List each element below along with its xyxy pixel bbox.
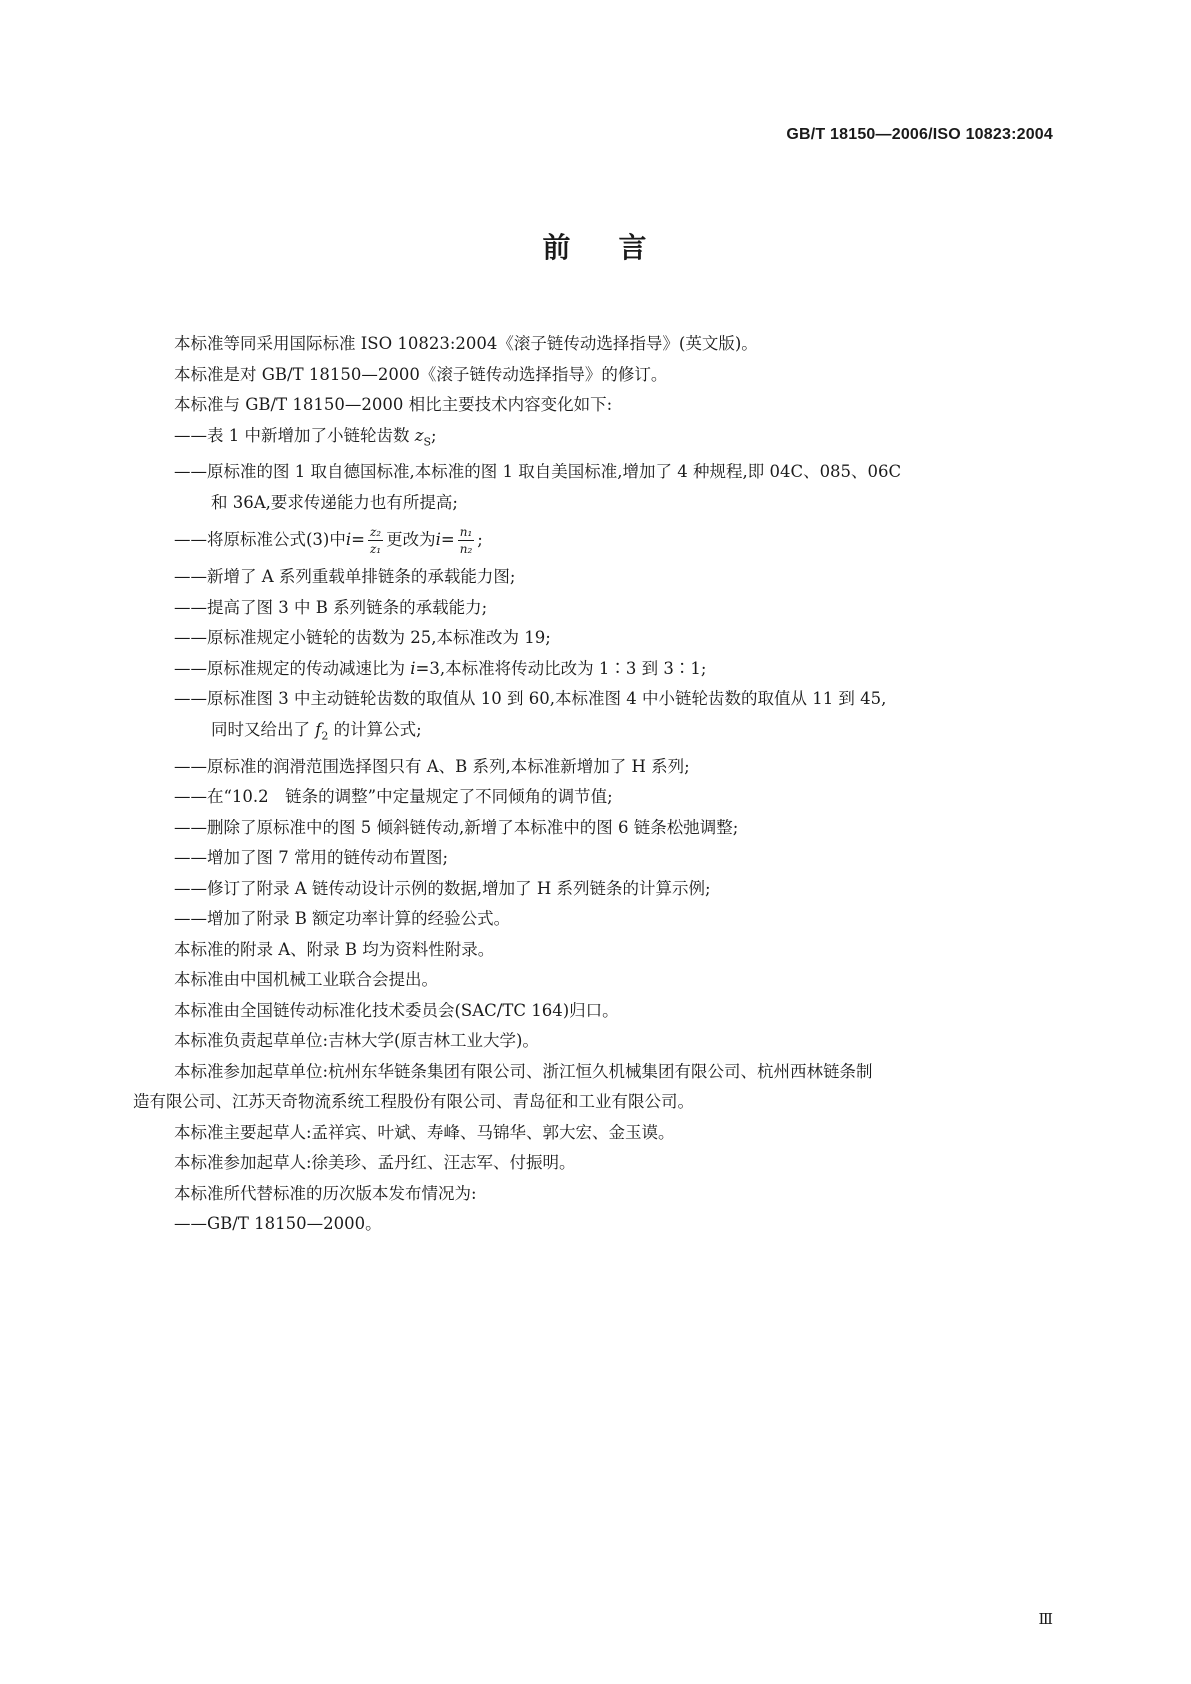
page-title	[0, 226, 1191, 266]
paragraph-adoption: 本标准等同采用国际标准 ISO 10823:2004《滚子链传动选择指导》(英文版)。	[174, 334, 758, 353]
change-item: ——原标准规定的传动减速比为 i=3,本标准将传动比改为 1∶3 到 3∶1;	[174, 658, 707, 678]
change-item: ——原标准图 3 中主动链轮齿数的取值从 10 到 60,本标准图 4 中小链轮齿数的取值从 11 到 45,	[174, 689, 887, 709]
foreword-body	[133, 329, 1054, 1240]
standard-code-header: GB/T 18150—2006/ISO 10823:2004	[786, 126, 1053, 143]
change-item: ——增加了附录 B 额定功率计算的经验公式。	[174, 909, 511, 929]
change-item: ——修订了附录 A 链传动设计示例的数据,增加了 H 系列链条的计算示例;	[174, 878, 711, 898]
paragraph-annexes: 本标准的附录 A、附录 B 均为资料性附录。	[174, 939, 495, 959]
change-item: ——增加了图 7 常用的链传动布置图;	[174, 848, 449, 868]
title-char-2: 言	[618, 231, 649, 264]
title-char-1: 前	[542, 231, 573, 264]
change-item-continuation: 同时又给出了 $f_2$ 的计算公式;	[211, 719, 422, 743]
change-item: ——新增了 A 系列重载单排链条的承载能力图;	[174, 567, 516, 587]
paragraph-changes-intro: 本标准与 GB/T 18150—2000 相比主要技术内容变化如下:	[174, 395, 613, 414]
page-number: Ⅲ	[1038, 1610, 1053, 1628]
paragraph-participating-drafters: 本标准参加起草人:徐美珍、孟丹红、汪志军、付振明。	[174, 1153, 576, 1173]
paragraph-history-intro: 本标准所代替标准的历次版本发布情况为:	[174, 1183, 477, 1203]
change-item: ——在“10.2 链条的调整”中定量规定了不同倾角的调节值;	[174, 787, 613, 807]
change-item: ——提高了图 3 中 B 系列链条的承载能力;	[174, 597, 488, 617]
paragraph-main-drafters: 本标准主要起草人:孟祥宾、叶斌、寿峰、马锦华、郭大宏、金玉谟。	[174, 1122, 675, 1142]
paragraph-proposer: 本标准由中国机械工业联合会提出。	[174, 970, 438, 990]
paragraph-revision: 本标准是对 GB/T 18150—2000《滚子链传动选择指导》的修订。	[174, 364, 668, 384]
change-item-formula: ——将原标准公式(3)中 i = $\frac{\text{z₂}}{\text{z₁}}$ 更改为 i = $\frac{\text{n₁}}{\text{n₂}}$ ;	[174, 524, 483, 556]
paragraph-drafting-unit: 本标准负责起草单位:吉林大学(原吉林工业大学)。	[174, 1031, 539, 1051]
fraction-z: $\frac{\text{z₂}}{\text{z₁}}$	[369, 524, 382, 556]
fraction-n: $\frac{\text{n₁}}{\text{n₂}}$	[459, 524, 473, 556]
change-item: ——原标准的图 1 取自德国标准,本标准的图 1 取自美国标准,增加了 4 种规程,即 04C、085、06C	[174, 462, 902, 482]
paragraph-participating-units-cont: 造有限公司、江苏天奇物流系统工程股份有限公司、青岛征和工业有限公司。	[133, 1092, 694, 1112]
change-item-continuation: 和 36A,要求传递能力也有所提高;	[211, 492, 458, 512]
paragraph-participating-units: 本标准参加起草单位:杭州东华链条集团有限公司、浙江恒久机械集团有限公司、杭州西林链条制	[174, 1061, 873, 1081]
change-item: ——原标准的润滑范围选择图只有 A、B 系列,本标准新增加了 H 系列;	[174, 756, 690, 776]
history-item: ——GB/T 18150—2000。	[174, 1214, 382, 1234]
change-item: ——原标准规定小链轮的齿数为 25,本标准改为 19;	[174, 628, 551, 648]
change-item: ——删除了原标准中的图 5 倾斜链传动,新增了本标准中的图 6 链条松弛调整;	[174, 817, 739, 837]
paragraph-committee: 本标准由全国链传动标准化技术委员会(SAC/TC 164)归口。	[174, 1000, 619, 1020]
change-item: ——表 1 中新增加了小链轮齿数 $z_S$;	[174, 425, 437, 448]
